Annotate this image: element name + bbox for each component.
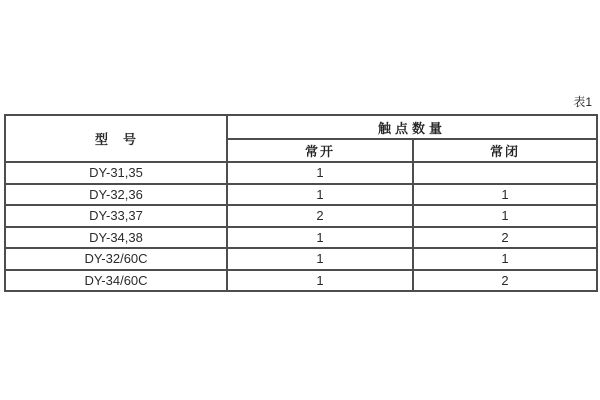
model-cell: DY-33,37	[5, 205, 227, 227]
normally-closed-cell	[413, 162, 597, 184]
contacts-group-header: 触点数量	[227, 115, 597, 139]
normally-open-cell: 1	[227, 162, 413, 184]
model-cell: DY-32/60C	[5, 248, 227, 270]
normally-closed-cell: 1	[413, 205, 597, 227]
table-row	[5, 270, 597, 292]
normally-open-header: 常开	[227, 139, 413, 162]
table-row	[5, 248, 597, 270]
model-cell: DY-34,38	[5, 227, 227, 249]
table-row	[5, 184, 597, 206]
normally-closed-header: 常闭	[413, 139, 597, 162]
model-cell: DY-32,36	[5, 184, 227, 206]
table-caption: 表1	[573, 95, 592, 109]
normally-open-cell: 1	[227, 184, 413, 206]
table-row	[5, 205, 597, 227]
table-body	[5, 162, 597, 291]
model-cell: DY-34/60C	[5, 270, 227, 292]
contact-count-table	[4, 114, 598, 292]
normally-open-cell: 1	[227, 227, 413, 249]
normally-closed-cell: 1	[413, 184, 597, 206]
header-row-1	[5, 115, 597, 139]
normally-closed-cell: 1	[413, 248, 597, 270]
normally-closed-cell: 2	[413, 270, 597, 292]
normally-open-cell: 1	[227, 248, 413, 270]
normally-open-cell: 2	[227, 205, 413, 227]
normally-open-cell: 1	[227, 270, 413, 292]
table-row	[5, 162, 597, 184]
table-row	[5, 227, 597, 249]
model-column-header: 型 号	[5, 115, 227, 162]
normally-closed-cell: 2	[413, 227, 597, 249]
model-cell: DY-31,35	[5, 162, 227, 184]
